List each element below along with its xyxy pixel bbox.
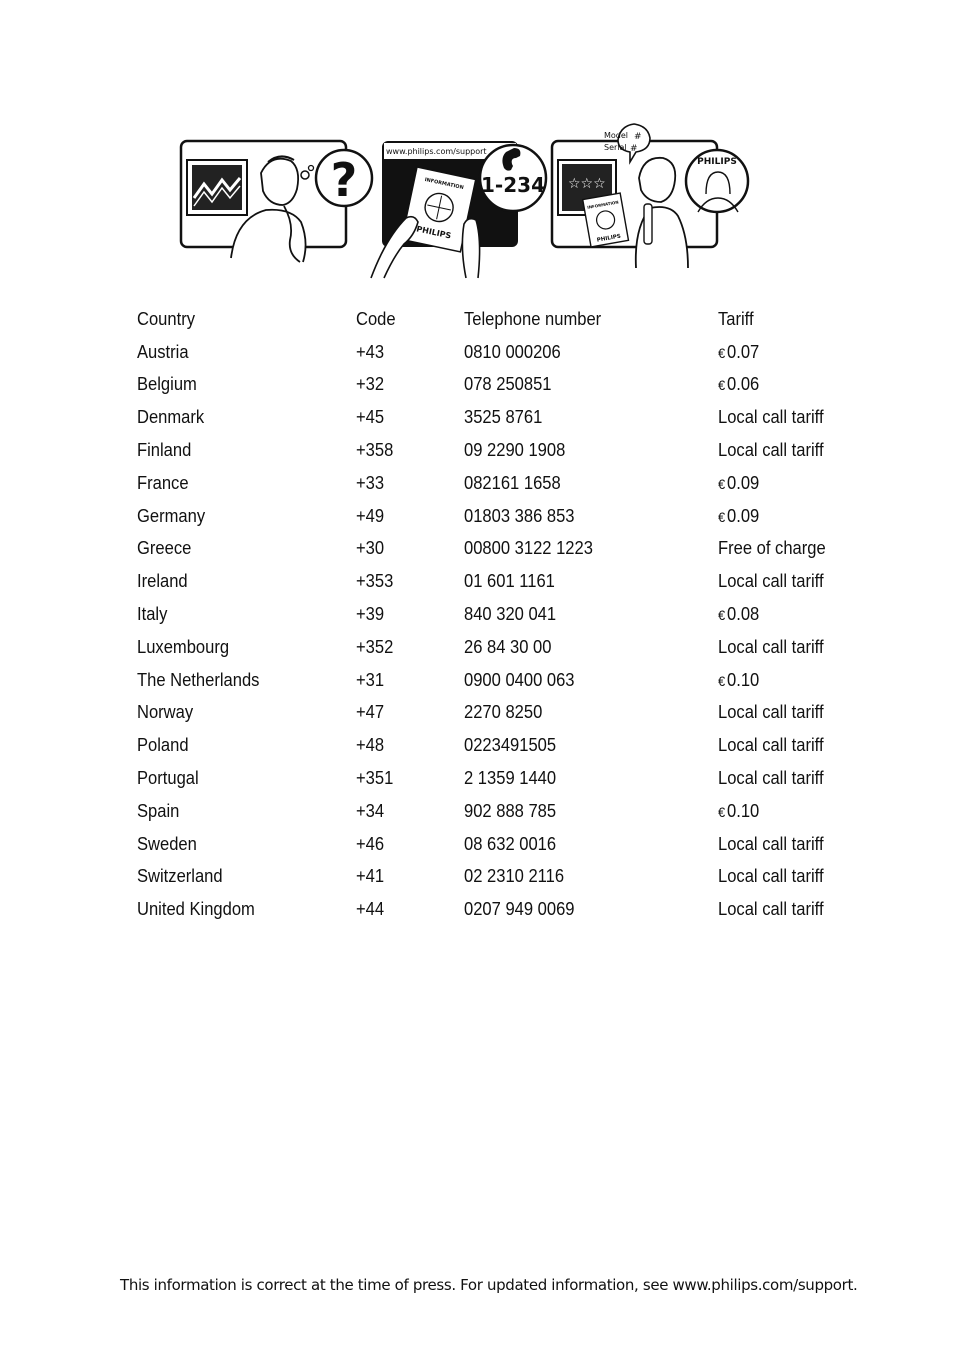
country-cell: Sweden [137, 833, 197, 854]
country-cell: Portugal [137, 768, 199, 789]
phone-digits: 1-234 [481, 173, 545, 197]
tariff-cell [718, 598, 828, 631]
table-row [137, 500, 838, 533]
telephone-cell: 02 2310 2116 [464, 866, 565, 887]
svg-text:INFORMATION: INFORMATION [586, 199, 619, 210]
tariff-cell [718, 467, 828, 500]
tariff-cell [718, 697, 828, 730]
table-header-row [137, 303, 838, 336]
table-row [137, 401, 838, 434]
table-row [137, 533, 838, 566]
header-telephone: Telephone number [464, 308, 602, 329]
code-cell: +49 [356, 505, 385, 526]
tariff-cell [718, 500, 828, 533]
tariff-cell [718, 565, 828, 598]
tariff-cell [718, 434, 828, 467]
telephone-cell: 0810 000206 [464, 341, 561, 362]
country-cell: Ireland [137, 571, 188, 592]
telephone-cell: 01 601 1161 [464, 571, 555, 592]
tariff-value: Local call tariff [718, 866, 824, 887]
svg-text:#: # [634, 132, 642, 142]
code-cell: +34 [356, 800, 385, 821]
table-row [137, 631, 838, 664]
code-cell: +32 [356, 374, 385, 395]
serial-label: Serial [604, 143, 627, 152]
country-cell: Denmark [137, 407, 205, 428]
telephone-cell: 902 888 785 [464, 800, 557, 821]
tariff-cell [718, 664, 828, 697]
header-tariff: Tariff [718, 308, 754, 329]
table-row [137, 697, 838, 730]
tariff-value: 0.06 [727, 374, 760, 395]
country-cell: Switzerland [137, 866, 223, 887]
call-philips-panel [552, 124, 748, 268]
telephone-cell: 3525 8761 [464, 407, 543, 428]
model-label: Model [604, 131, 629, 140]
country-cell: Greece [137, 538, 192, 559]
philips-logo: PHILIPS [697, 157, 737, 167]
telephone-cell: 26 84 30 00 [464, 636, 552, 657]
telephone-cell: 01803 386 853 [464, 505, 575, 526]
code-cell: +351 [356, 768, 394, 789]
table-row [137, 828, 838, 861]
confused-user-panel [181, 141, 372, 262]
code-cell: +41 [356, 866, 385, 887]
code-cell: +30 [356, 538, 385, 559]
contact-table [137, 303, 838, 926]
tariff-value: 0.10 [727, 800, 760, 821]
tariff-value: 0.10 [727, 669, 760, 690]
country-cell: Belgium [137, 374, 197, 395]
tariff-value: 0.07 [727, 341, 760, 362]
tariff-cell [718, 729, 828, 762]
euro-symbol: € [718, 672, 726, 689]
tariff-value: Local call tariff [718, 702, 824, 723]
tariff-value: Local call tariff [718, 735, 824, 756]
euro-symbol: € [718, 344, 726, 361]
tariff-cell [718, 893, 828, 926]
tariff-value: Local call tariff [718, 768, 824, 789]
question-mark-icon: ? [330, 153, 358, 207]
code-cell: +47 [356, 702, 385, 723]
telephone-cell: 0207 949 0069 [464, 899, 575, 920]
tariff-value: Local call tariff [718, 440, 824, 461]
code-cell: +358 [356, 440, 394, 461]
table-row [137, 467, 838, 500]
code-cell: +44 [356, 899, 385, 920]
telephone-cell: 09 2290 1908 [464, 440, 566, 461]
booklet-title: INFORMATION [424, 176, 465, 192]
header-country: Country [137, 308, 195, 329]
tariff-cell [718, 762, 828, 795]
country-cell: Poland [137, 735, 189, 756]
support-url-label: www.philips.com/support [386, 147, 487, 156]
svg-text:#: # [630, 144, 638, 154]
code-cell: +39 [356, 604, 385, 625]
tariff-cell [718, 336, 828, 369]
tariff-value: Free of charge [718, 538, 826, 559]
country-cell: Luxembourg [137, 636, 230, 657]
tariff-value: Local call tariff [718, 833, 824, 854]
table-row [137, 369, 838, 402]
svg-text:☆☆☆: ☆☆☆ [568, 176, 606, 192]
code-cell: +33 [356, 472, 385, 493]
euro-symbol: € [718, 508, 726, 525]
telephone-cell: 0223491505 [464, 735, 557, 756]
telephone-cell: 2 1359 1440 [464, 768, 557, 789]
code-cell: +353 [356, 571, 394, 592]
telephone-cell: 00800 3122 1223 [464, 538, 593, 559]
country-cell: United Kingdom [137, 899, 255, 920]
country-cell: The Netherlands [137, 669, 260, 690]
telephone-cell: 840 320 041 [464, 604, 557, 625]
telephone-cell: 0900 0400 063 [464, 669, 575, 690]
tariff-cell [718, 369, 828, 402]
tariff-value: 0.09 [727, 505, 760, 526]
country-cell: Germany [137, 505, 206, 526]
footer-note: This information is correct at the time of press. For updated information, see www.philips.com/support. [120, 1276, 858, 1294]
code-cell: +46 [356, 833, 385, 854]
tariff-cell [718, 533, 828, 566]
code-cell: +31 [356, 669, 385, 690]
code-cell: +43 [356, 341, 385, 362]
telephone-cell: 2270 8250 [464, 702, 543, 723]
country-cell: Norway [137, 702, 194, 723]
table-row [137, 729, 838, 762]
tariff-value: 0.08 [727, 604, 760, 625]
table-row [137, 336, 838, 369]
code-cell: +45 [356, 407, 385, 428]
tariff-cell [718, 401, 828, 434]
header-code: Code [356, 308, 396, 329]
support-resources-panel [371, 141, 546, 278]
table-row [137, 861, 838, 894]
tariff-value: 0.09 [727, 472, 760, 493]
table-row [137, 598, 838, 631]
euro-symbol: € [718, 377, 726, 394]
country-cell: Spain [137, 800, 180, 821]
telephone-cell: 078 250851 [464, 374, 552, 395]
table-row [137, 795, 838, 828]
table-row [137, 565, 838, 598]
tariff-value: Local call tariff [718, 407, 824, 428]
country-cell: Italy [137, 604, 168, 625]
tariff-value: Local call tariff [718, 636, 824, 657]
euro-symbol: € [718, 803, 726, 820]
tariff-value: Local call tariff [718, 571, 824, 592]
tariff-cell [718, 631, 828, 664]
table-row [137, 664, 838, 697]
euro-symbol: € [718, 607, 726, 624]
telephone-cell: 082161 1658 [464, 472, 561, 493]
code-cell: +352 [356, 636, 394, 657]
table-row [137, 762, 838, 795]
code-cell: +48 [356, 735, 385, 756]
table-row [137, 434, 838, 467]
telephone-cell: 08 632 0016 [464, 833, 557, 854]
table-row [137, 893, 838, 926]
country-cell: Austria [137, 341, 189, 362]
tariff-cell [718, 795, 828, 828]
euro-symbol: € [718, 475, 726, 492]
svg-text:PHILIPS: PHILIPS [596, 233, 622, 244]
tariff-cell [718, 861, 828, 894]
country-cell: Finland [137, 440, 192, 461]
tariff-cell [718, 828, 828, 861]
support-illustration [176, 118, 756, 280]
country-cell: France [137, 472, 189, 493]
tariff-value: Local call tariff [718, 899, 824, 920]
booklet-brand: PHILIPS [415, 224, 452, 241]
